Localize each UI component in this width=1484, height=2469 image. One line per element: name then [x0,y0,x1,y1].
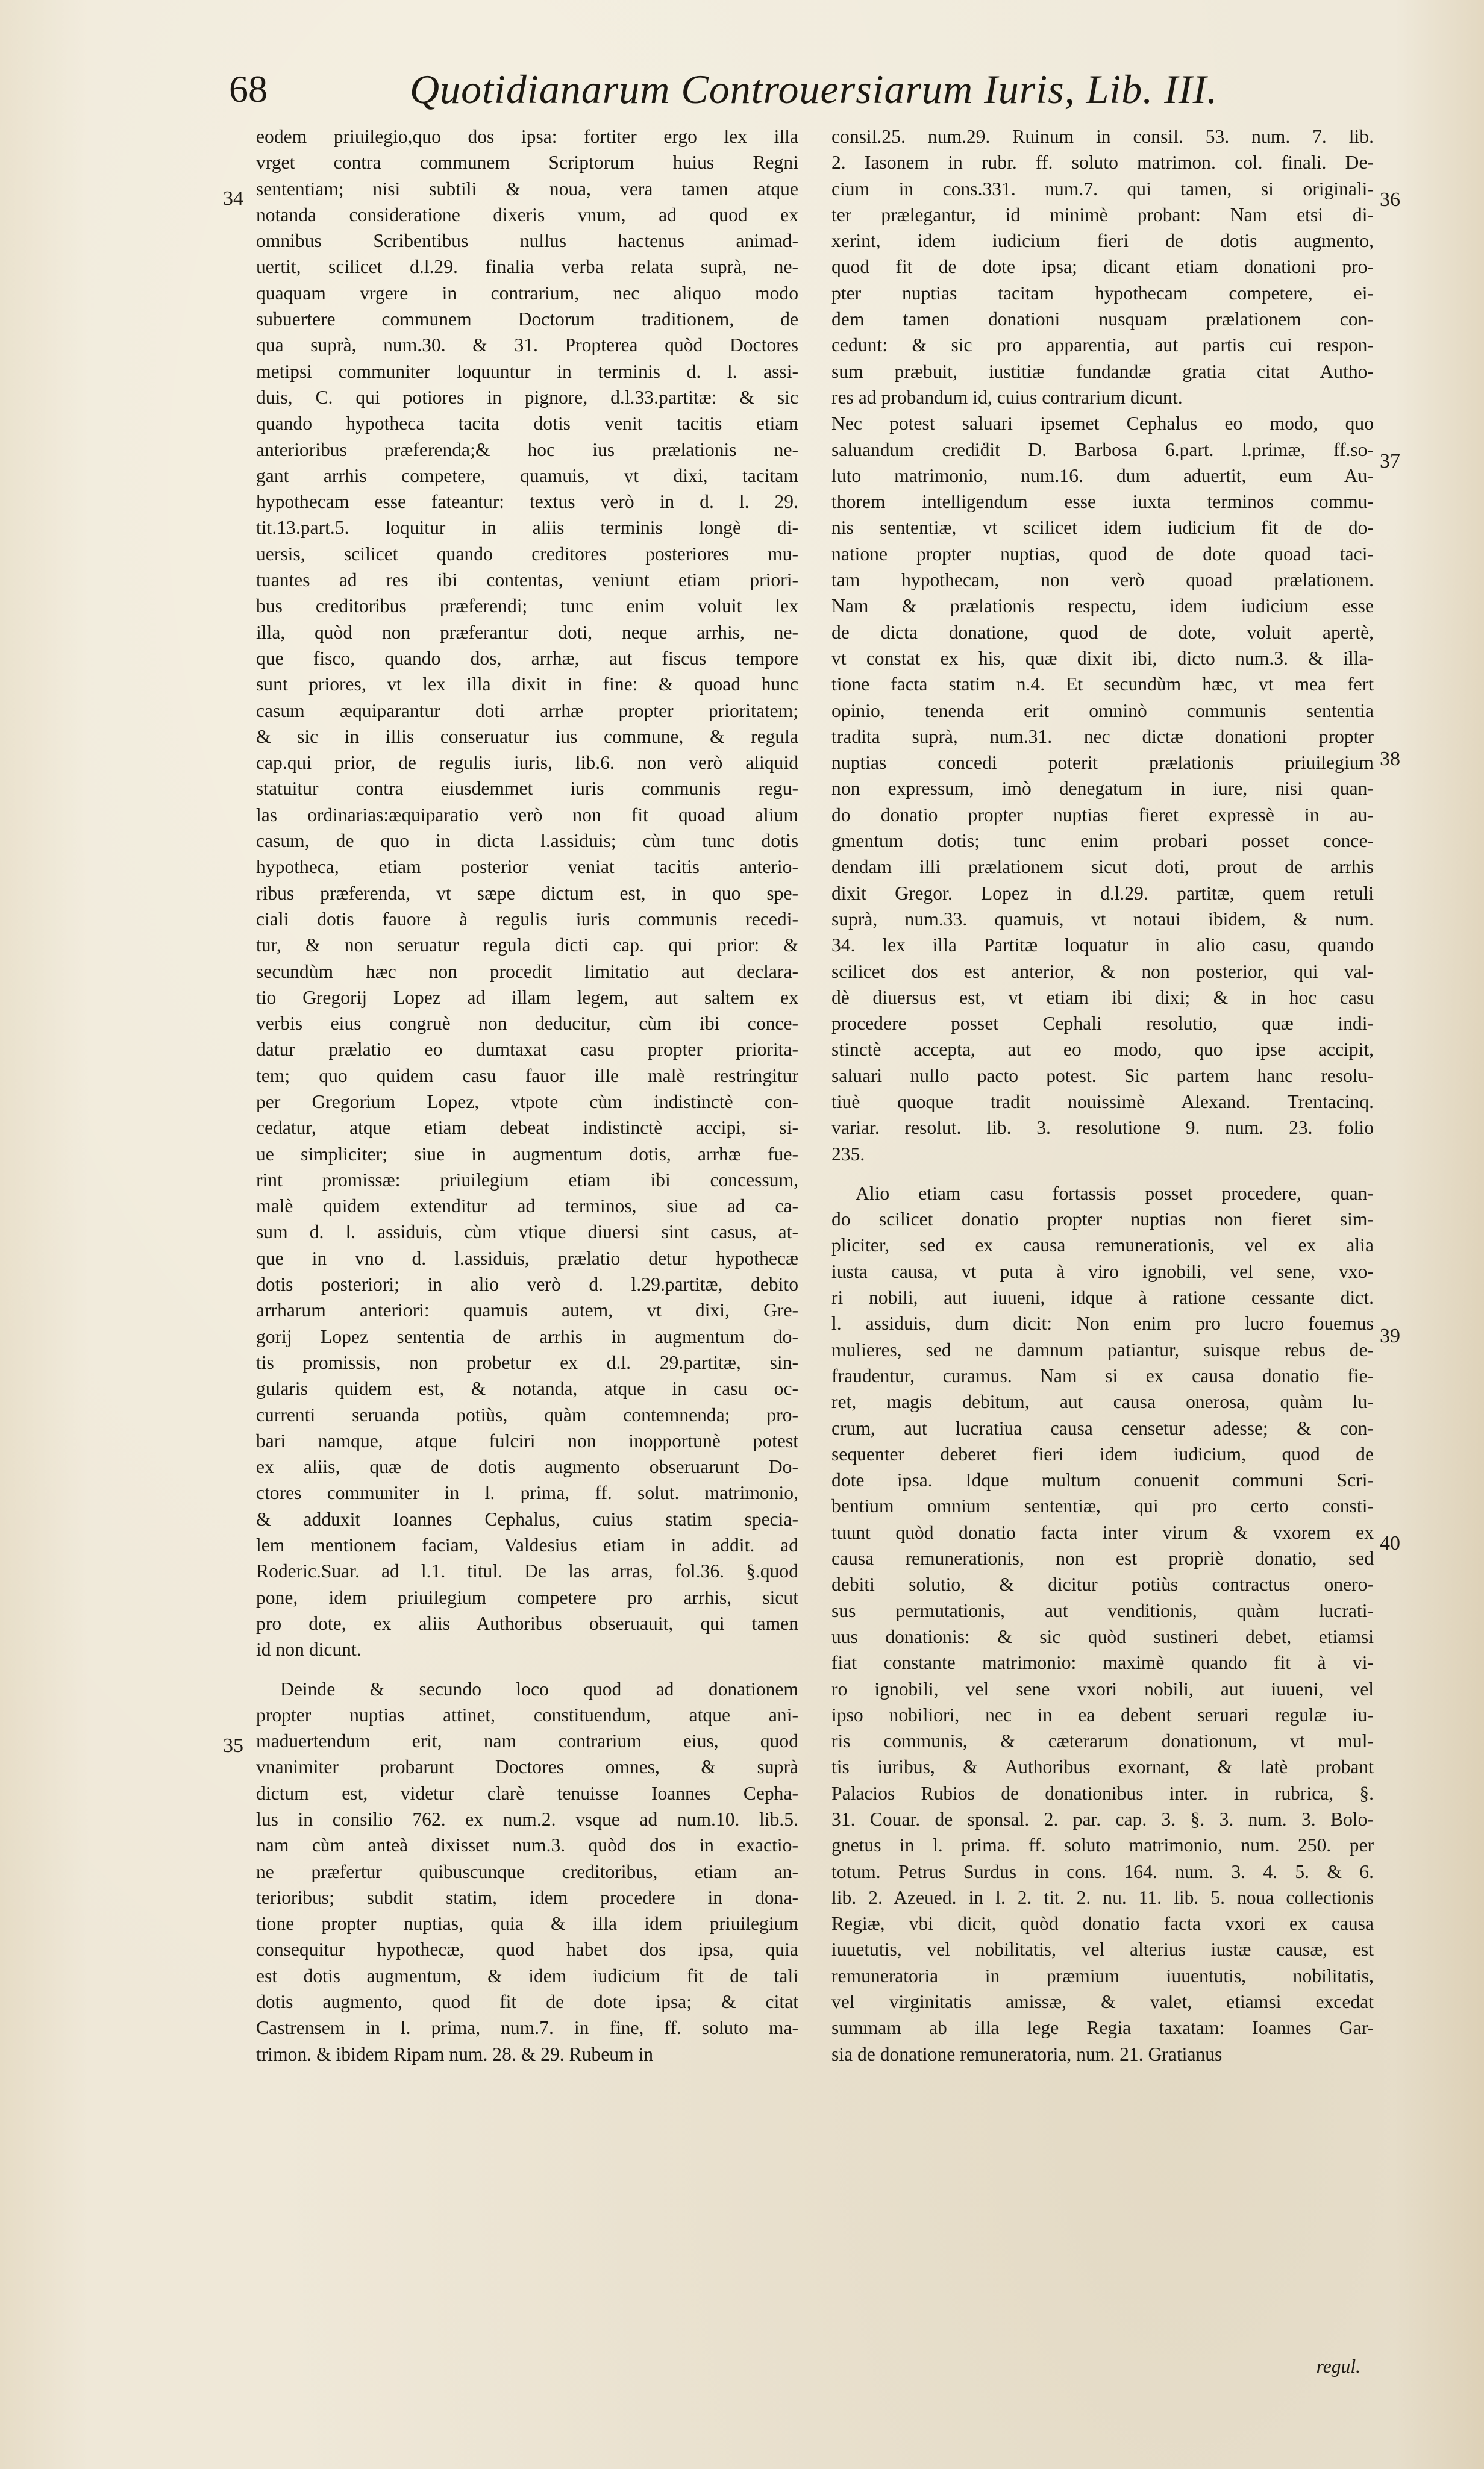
text-line: tis promissis, non probetur ex d.l. 29.partitæ, sin- [256,1351,798,1373]
text-line: tuunt quòd donatio facta inter virum & vxorem ex [831,1521,1374,1543]
text-line: malè quidem extenditur ad terminos, siue ad ca- [256,1195,798,1217]
text-line: trimon. & ibidem Ripam num. 28. & 29. Rubeum in [256,2043,654,2065]
text-line: 2. Iasonem in rubr. ff. soluto matrimon. col. finali. De- [831,152,1374,174]
text-line: las ordinarias:æquiparatio verò non fit quoad alium [256,804,798,825]
text-line: gnetus in l. prima. ff. soluto matrimonio, num. 250. per [831,1835,1374,1856]
text-line: res ad probandum id, cuius contrarium dicunt. [831,386,1183,408]
text-line: Nec potest saluari ipsemet Cephalus eo modo, quo [831,413,1374,434]
text-line: notanda consideratione dixeris vnum, ad quod ex [256,204,798,225]
text-line: tis iuribus, & Authoribus exornant, & latè probant [831,1756,1374,1778]
text-line: & sic in illis conseruatur ius commune, & regula [256,725,798,747]
text-line: ret, magis debitum, aut causa onerosa, quàm lu- [831,1391,1374,1413]
text-line: dotis augmento, quod fit de dote ipsa; & citat [256,1991,798,2013]
marginal-number: 39 [1380,1325,1400,1347]
text-line: crum, aut lucratiua causa censetur adesse; & con- [831,1417,1374,1439]
text-line: nuptias concedi poterit prælationis priuilegium [831,752,1374,774]
text-line: bus creditoribus præferendi; tunc enim voluit lex [256,595,798,617]
text-line: ro ignobili, vel sene vxori nobili, aut iuueni, vel [831,1678,1374,1700]
text-line: duis, C. qui potiores in pignore, d.l.33.partitæ: & sic [256,386,798,408]
text-line: sequenter deberet fieri idem iudicium, quod de [831,1443,1374,1465]
text-line: totum. Petrus Surdus in cons. 164. num. 3. 4. 5. & 6. [831,1860,1374,1882]
text-line: debiti solutio, & dicitur potiùs contractus onero- [831,1574,1374,1595]
text-line: quaquam vrgere in contrarium, nec aliquo modo [256,282,798,304]
text-line: cedunt: & sic pro apparentia, aut partis cui respon- [831,334,1374,356]
text-line: saluandum crediḋit D. Barbosa 6.part. l.primæ, ff.so- [831,439,1374,460]
text-line: ri nobili, aut iuueni, idque à ratione cessante dict. [831,1287,1374,1309]
text-line: do donatio propter nuptias fieret expressè in au- [831,804,1374,825]
text-line: fiat constante matrimonio: maximè quando fit à vi- [831,1652,1374,1674]
text-line: Regiæ, vbi dicit, quòd donatio facta vxori ex causa [831,1913,1374,1935]
text-line: gularis quidem est, & notanda, atque in casu oc- [256,1378,798,1400]
running-header [229,65,1356,119]
text-line: eodem priuilegio,quo dos ipsa: fortiter ergo lex illa [256,126,798,147]
text-line: illa, quòd non præferantur doti, neque arrhis, ne- [256,621,798,643]
text-line: dendam illi prælationem sicut doti, prout de arrhis [831,856,1374,878]
text-line: tuantes ad res ibi contentas, veniunt etiam priori- [256,569,798,591]
text-line: tradita suprà, num.31. nec dictæ donationi propter [831,725,1374,747]
text-line: per Gregorium Lopez, vtpote cùm indistinctè con- [256,1091,798,1112]
text-line: lem mentionem faciam, Valdesius etiam in addit. ad [256,1535,798,1556]
text-line: que in vno d. l.assiduis, prælatio detur hypothecæ [256,1247,798,1269]
running-title: Quotidianarum Controuersiarum Iuris, Lib. III. [410,66,1218,112]
text-line: dixit Gregor. Lopez in d.l.29. partitæ, quem retuli [831,882,1374,904]
text-line: cium in cons.331. num.7. qui tamen, si originali- [831,178,1374,199]
text-line: est dotis augmentum, & idem iudicium fit de tali [256,1965,798,1986]
text-line: uersis, scilicet quando creditores posteriores mu- [256,543,798,565]
text-line: pliciter, sed ex causa remunerationis, vel ex alia [831,1234,1374,1256]
text-line: Roderic.Suar. ad l.1. titul. De las arras, fol.36. §.quod [256,1560,798,1582]
text-line: ris communis, & cæterarum donationum, vt mul- [831,1730,1374,1752]
page-number: 68 [229,67,268,110]
marginal-number: 37 [1380,450,1400,472]
text-line: terioribus; subdit statim, idem procedere in dona- [256,1886,798,1908]
text-line: qua suprà, num.30. & 31. Propterea quòd Doctores [256,334,798,356]
marginal-number: 35 [223,1735,243,1757]
catchword: regul. [1316,2356,1360,2377]
text-line: thorem intelligendum esse iuxta terminos commu- [831,491,1374,513]
text-line: ne præfertur quibuscunque creditoribus, etiam an- [256,1860,798,1882]
text-line: tione facta statim n.4. Et secundùm hæc, vt mea fert [831,674,1374,695]
text-line: sententiam; nisi subtili & noua, vera tamen atque [256,178,798,199]
text-line: ter prælegantur, id minimè probant: Nam etsi di- [831,204,1374,225]
text-line: procedere posset Cephali resolutio, quæ indi- [831,1013,1374,1034]
text-line: lus in consilio 762. ex num.2. vsque ad num.10. lib.5. [256,1809,798,1830]
text-line: mulieres, sed ne damnum patiantur, suisque rebus de- [831,1339,1374,1360]
text-line: pro dote, ex aliis Authoribus obseruauit, qui tamen [256,1612,798,1634]
text-line: ex aliis, quæ de dotis augmento obseruarunt Do- [256,1456,798,1478]
text-line: quando hypotheca tacita dotis venit tacitis etiam [256,413,798,434]
marginal-number: 34 [223,187,243,210]
text-line: casum æquiparantur doti arrhæ propter prioritatem; [256,699,798,721]
text-line: causa remunerationis, non est propriè donatio, sed [831,1548,1374,1569]
text-line: vel virginitatis amissæ, & valet, etiamsi excedat [831,1991,1374,2013]
text-line: secundùm hæc non procedit limitatio aut declara- [256,960,798,982]
text-line: dotis posteriori; in alio verò d. l.29.partitæ, debito [256,1274,798,1295]
text-line: dem tamen donationi nusquam prælationem con- [831,308,1374,330]
text-line: 235. [831,1143,865,1165]
left-text-column [256,124,798,2067]
text-line: 34. lex illa Partitæ loquatur in alio casu, quando [831,934,1374,956]
text-line: casum, de quo in dicta l.assiduis; cùm tunc dotis [256,830,798,852]
text-line: statuitur contra eiusdemmet iuris communis regu- [256,778,798,800]
text-line: uertit, scilicet d.l.29. finalia verba relata suprà, ne- [256,256,798,278]
marginal-number: 38 [1380,748,1400,770]
text-line: luto matrimonio, num.16. dum aduertit, eum Au- [831,465,1374,486]
text-line: ribus præferenda, vt sæpe dictum est, in quo spe- [256,882,798,904]
text-line: sum d. l. assiduis, cùm vtique diuersi sint casus, at- [256,1221,798,1243]
text-line: dè diuersus est, vt etiam ibi dixi; & in hoc casu [831,986,1374,1008]
text-line: sia de donatione remuneratoria, num. 21. Gratianus [831,2043,1223,2065]
text-line: & adduxit Ioannes Cephalus, cuius statim specia- [256,1508,798,1530]
text-line: nam cùm anteà dixisset num.3. quòd dos in exactio- [256,1835,798,1856]
text-line: opinio, tenenda erit omninò communis sententia [831,699,1374,721]
text-line: fraudentur, curamus. Nam si ex causa donatio fie- [831,1365,1374,1386]
text-line: dictum est, videtur clarè tenuisse Ioannes Cepha- [256,1782,798,1804]
text-line: tione propter nuptias, quia & illa idem priuilegium [256,1913,798,1935]
text-line: Nam & prælationis respectu, idem iudicium esse [831,595,1374,617]
text-line: iusta causa, vt puta à viro ignobili, vel sene, vxo- [831,1260,1374,1282]
text-line: metipsi communiter loquuntur in terminis d. l. assi- [256,360,798,382]
text-line: sus permutationis, aut venditionis, quàm lucrati- [831,1600,1374,1621]
text-line: vt constat ex his, quæ dixit ibi, dicto num.3. & illa- [831,647,1374,669]
text-line: tam hypothecam, non verò quoad prælationem. [831,569,1374,591]
text-line: tiuè quoque tradit nouissimè Alexand. Trentacinq. [831,1091,1374,1112]
text-line: scilicet dos est anterior, & non posterior, qui val- [831,960,1374,982]
text-line: subuertere communem Doctorum traditionem, de [256,308,798,330]
text-line: consequitur hypothecæ, quod habet dos ipsa, quia [256,1939,798,1960]
text-line: suprà, num.33. quamuis, vt notaui ibidem, & num. [831,908,1374,930]
text-line: ipso nobiliori, nec in ea debent seruari regulæ iu- [831,1704,1374,1726]
text-line: Alio etiam casu fortassis posset procedere, quan- [856,1182,1374,1204]
text-line: rint promissæ: priuilegium etiam ibi concessum, [256,1169,798,1191]
marginal-number: 36 [1380,189,1400,211]
text-line: remuneratoria in præmium iuuentutis, nobilitatis, [831,1965,1374,1986]
text-line: saluari nullo pacto potest. Sic partem hanc resolu- [831,1065,1374,1086]
text-line: nis sententiæ, vt scilicet idem iudicium fit de do- [831,517,1374,539]
text-line: do scilicet donatio propter nuptias non fieret sim- [831,1209,1374,1230]
text-line: hypotheca, etiam posterior veniat tacitis anterio- [256,856,798,878]
text-line: variar. resolut. lib. 3. resolutione 9. num. 23. folio [831,1117,1374,1139]
text-line: non expressum, imò denegatum in iure, nisi quan- [831,778,1374,800]
text-line: sunt priores, vt lex illa dixit in fine: & quoad hunc [256,674,798,695]
text-line: quod fit de dote ipsa; dicant etiam donationi pro- [831,256,1374,278]
text-line: l. assiduis, dum dicit: Non enim pro lucro fouemus [831,1313,1374,1335]
text-line: que fisco, quando dos, arrhæ, aut fiscus tempore [256,647,798,669]
text-line: consil.25. num.29. Ruinum in consil. 53. num. 7. lib. [831,126,1374,147]
text-line: gant arrhis competere, quamuis, vt dixi, tacitam [256,465,798,486]
text-line: maduertendum erit, nam contrarium eius, quod [256,1730,798,1752]
text-line: Castrensem in l. prima, num.7. in fine, ff. soluto ma- [256,2017,798,2039]
marginal-number: 40 [1380,1532,1400,1554]
text-line: pone, idem priuilegium competere pro arrhis, sicut [256,1586,798,1608]
text-line: natione propter nuptias, quod de dote quoad taci- [831,543,1374,565]
text-line: stinctè accepta, aut eo modo, quo ipse accipit, [831,1039,1374,1060]
text-line: cedatur, atque etiam debeat indistinctè accipi, si- [256,1117,798,1139]
text-line: lib. 2. Azeued. in l. 2. tit. 2. nu. 11. lib. 5. noua collectionis [831,1886,1374,1908]
text-line: anterioribus præferenda;& hoc ius prælationis ne- [256,439,798,460]
text-line: tem; quo quidem casu fauor ille malè restringitur [256,1065,798,1086]
text-line: arrharum anteriori: quamuis autem, vt dixi, Gre- [256,1300,798,1321]
text-line: gmentum dotis; tunc enim probari posset conce- [831,830,1374,852]
text-line: propter nuptias attinet, constituendum, atque ani- [256,1704,798,1726]
text-line: omnibus Scribentibus nullus hactenus animad- [256,230,798,252]
text-line: xerint, idem iudicium fieri de dotis augmento, [831,230,1374,252]
text-line: iuuetutis, vel nobilitatis, vel alterius iustæ causæ, est [831,1939,1374,1960]
text-line: currenti seruanda potiùs, quàm contemnenda; pro- [256,1404,798,1425]
text-line: Palacios Rubios de donationibus inter. in rubrica, §. [831,1782,1374,1804]
text-line: ue simpliciter; siue in augmentum dotis, arrhæ fue- [256,1143,798,1165]
text-line: tio Gregorij Lopez ad illam legem, aut saltem ex [256,986,798,1008]
text-line: sum præbuit, iustitiæ fundandæ gratia citat Autho- [831,360,1374,382]
text-line: tur, & non seruatur regula dicti cap. qui prior: & [256,934,798,956]
text-line: tit.13.part.5. loquitur in aliis terminis longè di- [256,517,798,539]
text-line: hypothecam esse fateantur: textus verò in d. l. 29. [256,491,798,513]
text-line: 31. Couar. de sponsal. 2. par. cap. 3. §. 3. num. 3. Bolo- [831,1809,1374,1830]
text-line: ciali dotis fauore à regulis iuris communis recedi- [256,908,798,930]
text-line: bentium omnium sententiæ, qui pro certo consti- [831,1495,1374,1517]
right-text-column [831,124,1374,2067]
text-line: verbis eius congruè non deducitur, cùm ibi conce- [256,1013,798,1034]
text-line: ctores communiter in l. prima, ff. solut. matrimonio, [256,1482,798,1504]
text-line: id non dicunt. [256,1639,362,1660]
text-line: de dicta donatione, quod de dote, voluit apertè, [831,621,1374,643]
text-line: pter nuptias tacitam hypothecam competere, ei- [831,282,1374,304]
text-line: cap.qui prior, de regulis iuris, lib.6. non verò aliquid [256,752,798,774]
text-line: gorij Lopez sententia de arrhis in augmentum do- [256,1325,798,1347]
text-line: bari namque, atque fulciri non inopportunè potest [256,1430,798,1451]
text-line: vrget contra communem Scriptorum huius Regni [256,152,798,174]
text-line: vnanimiter probarunt Doctores omnes, & suprà [256,1756,798,1778]
text-line: uus donationis: & sic quòd sustineri debet, etiamsi [831,1626,1374,1647]
text-line: dote ipsa. Idque multum conuenit communi Scri- [831,1469,1374,1491]
text-line: Deinde & secundo loco quod ad donationem [280,1678,798,1700]
text-line: summam ab illa lege Regia taxatam: Ioannes Gar- [831,2017,1374,2039]
text-line: datur prælatio eo dumtaxat casu propter priorita- [256,1039,798,1060]
